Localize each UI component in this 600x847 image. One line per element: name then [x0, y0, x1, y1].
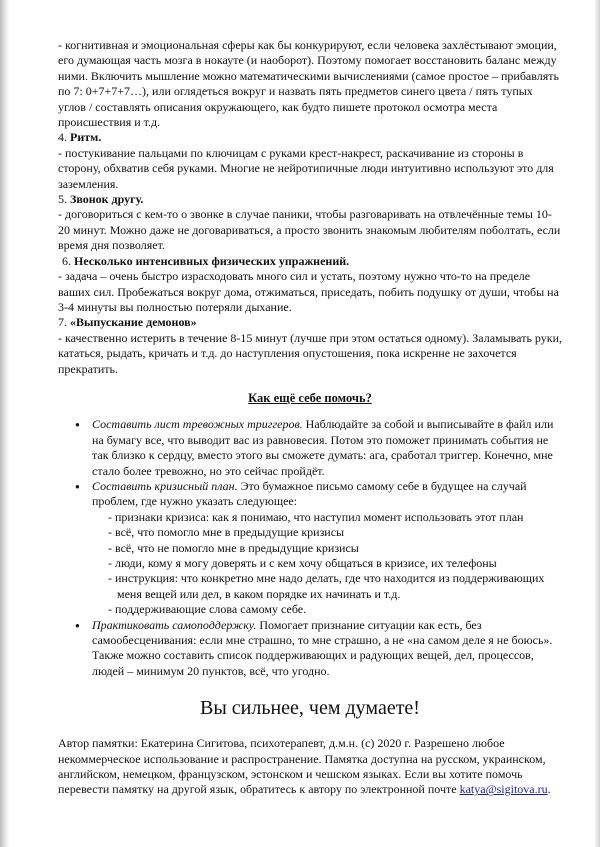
technique-4-text: - постукивание пальцами по ключицам с руками крест-накрест, раскачивание из стороны в сторону, обхватив себя руками. Многие не нейротипичные люди интуитивно используют это для заземления.	[58, 145, 554, 191]
help-item-self-support-text: Помогает признание ситуации как есть, без самообесценивания: если мне страшно, то мне страшно, а не «на самом деле я не боюсь». Также можно составить список поддерживающих и радующих вещей, дел, процессов, людей – минимум 20 пунктов, всё, что угодно.	[92, 617, 553, 678]
help-item-crisis-plan	[92, 479, 562, 618]
technique-5-text: - договориться с кем-то о звонке в случае паники, чтобы разговаривать на отвлечённые темы 10-20 минут. Можно даже не договариваться, а просто звонить знакомым любителям поболтать, если время дня позволяет.	[58, 207, 561, 253]
technique-4-number: 4.	[58, 130, 67, 145]
help-item-self-support	[92, 618, 562, 680]
help-item-crisis-plan-lead: Составить кризисный план.	[92, 478, 238, 493]
crisis-plan-item: - признаки кризиса: как я понимаю, что наступил момент использовать этот план	[108, 509, 524, 524]
technique-5	[58, 192, 562, 254]
help-item-triggers	[92, 417, 562, 479]
technique-4-title: Ритм.	[70, 130, 102, 145]
technique-7-text: - качественно истерить в течение 8-15 минут (лучше при этом остаться одному). Заламывать руки, кататься, рыдать, кричать и т.д. до наступления опустошения, пока искренне не захочется прекратить.	[58, 330, 563, 376]
technique-7-number: 7.	[58, 315, 67, 330]
technique-7-heading	[58, 315, 562, 330]
technique-7-title: «Выпускание демонов»	[70, 315, 197, 330]
help-item-crisis-plan-text: Это бумажное письмо самому себе в будущее на случай проблем, где нужно указать следующее:	[92, 478, 527, 509]
technique-7	[58, 315, 562, 377]
slogan: Вы сильнее, чем думаете!	[200, 697, 420, 720]
help-heading: Как ещё себе помочь?	[248, 390, 372, 405]
technique-5-number: 5.	[58, 192, 67, 207]
crisis-plan-item: - инструкция: что конкретно мне надо делать, где что находится из поддерживающих меня вещей или дел, в каком порядке их начинать и т.д.	[108, 571, 545, 601]
crisis-plan-item: - поддерживающие слова самому себе.	[108, 602, 307, 617]
help-list	[58, 417, 562, 679]
technique-6	[58, 254, 562, 316]
crisis-plan-item: - люди, кому я могу доверять и с кем хочу общаться в кризисе, их телефоны	[108, 556, 497, 570]
technique-5-title: Звонок другу.	[70, 192, 144, 207]
help-item-triggers-lead: Составить лист тревожных триггеров.	[92, 417, 303, 432]
technique-4	[58, 130, 562, 192]
footer-text: Автор памятки: Екатерина Сигитова, психотерапевт, д.м.н. (c) 2020 г. Разрешено любое некоммерческое использование и распространение. Памятка доступна на русском, украинском, английском, немецком, французском, эстонском и чешском языках. Если вы хотите помочь перевести памятку на другой язык, обратитесь к автору по электронной почте	[58, 736, 546, 797]
help-item-self-support-lead: Практиковать самоподдержку.	[92, 617, 257, 632]
technique-5-heading	[58, 192, 562, 207]
technique-4-heading	[58, 130, 562, 145]
intro-paragraph: - когнитивная и эмоциональная сферы как бы конкурируют, если человека захлёстывают эмоции, его думающая часть мозга в нокауте (и наоборот). Поэтому помогает восстановить баланс между ними. Включить мышление можно математическими вычислениями (самое простое – прибавлять по 7: 0+7+7+7…), или оглядеться вокруг и назвать пять предметов синего цвета / пять тупых углов / составлять описания окружающего, как будто пишете протокол осмотра места происшествия и т.д.	[58, 38, 559, 130]
author-email-link[interactable]: katya@sigitova.ru	[459, 782, 548, 797]
technique-6-number: 6.	[62, 253, 71, 268]
technique-6-text: - задача – очень быстро израсходовать много сил и устать, поэтому нужно что-то на пределе ваших сил. Пробежаться вокруг дома, отжиматься, приседать, побить подушку от души, чтобы на 3-4 минуты вы полностью потеряли дыхание.	[58, 269, 559, 314]
technique-6-title: Несколько интенсивных физических упражнений.	[74, 253, 350, 268]
author-footer	[58, 736, 562, 798]
footer-end: .	[547, 782, 551, 797]
technique-6-heading	[58, 254, 562, 269]
crisis-plan-item: - всё, что не помогло мне в предыдущие кризисы	[108, 540, 359, 555]
crisis-plan-item: - всё, что помогло мне в предыдущие кризисы	[108, 525, 345, 540]
help-item-triggers-text: Наблюдайте за собой и выписывайте в файл или на бумагу все, что выводит вас из равновесия. Потом это поможет принимать события не так близко к сердцу, вместо этого вы сможете думать: ага, сработал триггер. Конечно, мне стало более тревожно, но это сейчас пройдёт.	[92, 417, 554, 478]
crisis-plan-sublist	[92, 510, 562, 618]
